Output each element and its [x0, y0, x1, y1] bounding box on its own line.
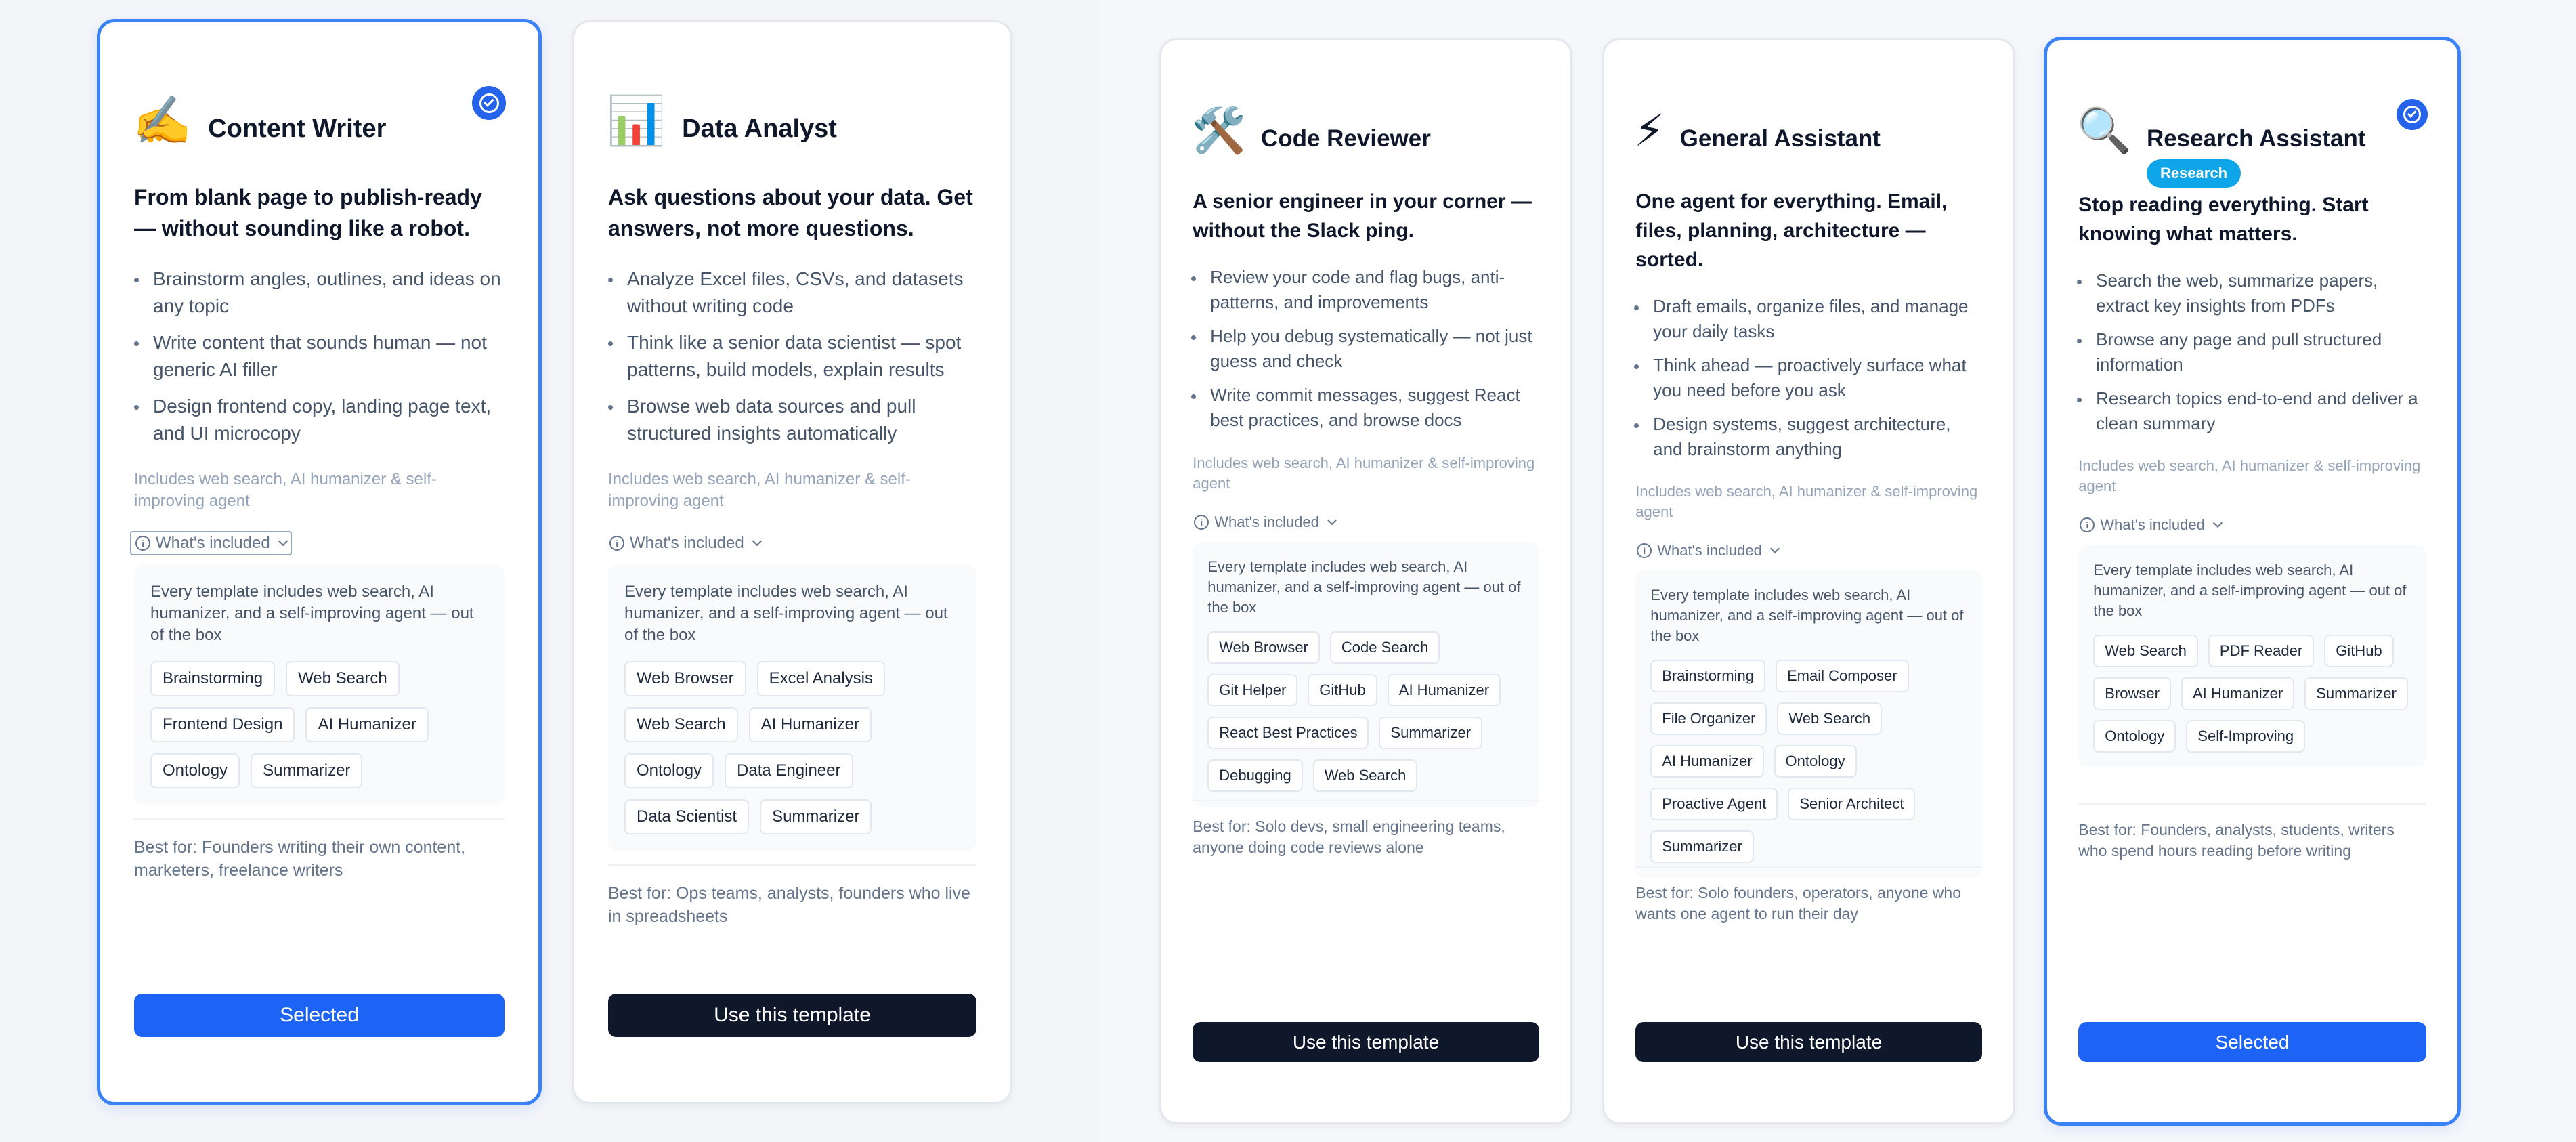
feature-item: Browse web data sources and pull structured insights automatically — [627, 393, 976, 447]
skill-chip: Browser — [2093, 677, 2171, 710]
skill-chip: Summarizer — [1650, 830, 1754, 863]
feature-item: Write commit messages, suggest React best practices, and browse docs — [1210, 383, 1539, 433]
feature-item: Analyze Excel files, CSVs, and datasets without writing code — [627, 266, 976, 320]
skill-chip: Summarizer — [1379, 717, 1482, 749]
use-template-button[interactable]: Use this template — [1193, 1022, 1539, 1062]
included-panel — [608, 565, 976, 851]
skill-chip: Ontology — [150, 753, 240, 788]
panel-description: Every template includes web search, AI humanizer, and a self-improving agent — out of the box — [624, 583, 948, 644]
skill-chip: Ontology — [624, 753, 714, 788]
feature-list — [1653, 294, 1982, 471]
card-headline: From blank page to publish-ready — without sounding like a robot. — [134, 185, 482, 240]
skill-chip: Brainstorming — [150, 661, 275, 696]
whats-included-label: What's included — [630, 534, 744, 552]
skill-chips — [624, 661, 960, 834]
skill-chip: GitHub — [1308, 674, 1377, 706]
section-divider — [1193, 800, 1539, 801]
whats-included-label: What's included — [1214, 513, 1319, 530]
skill-chip: Data Scientist — [624, 799, 749, 834]
card-title: Data Analyst — [682, 114, 837, 143]
template-card-content-writer[interactable] — [97, 19, 542, 1105]
card-title: General Assistant — [1679, 125, 1881, 152]
template-card-general-assistant[interactable] — [1602, 38, 2015, 1124]
feature-item: Draft emails, organize files, and manage your daily tasks — [1653, 294, 1982, 344]
whats-included-toggle[interactable] — [1631, 539, 1784, 562]
chevron-down-icon — [2213, 518, 2223, 528]
skill-chip: GitHub — [2324, 635, 2393, 667]
best-for-text: Best for: Founders writing their own content, marketers, freelance writers — [134, 838, 466, 880]
card-headline: A senior engineer in your corner — without the Slack ping. — [1193, 190, 1532, 242]
selected-check-icon — [2397, 99, 2428, 130]
includes-note: Includes web search, AI humanizer & self-improving agent — [2078, 457, 2421, 494]
whats-included-label: What's included — [1657, 542, 1762, 559]
feature-item: Design frontend copy, landing page text, and UI microcopy — [153, 393, 505, 447]
feature-item: Think ahead — proactively surface what you need before you ask — [1653, 353, 1982, 403]
skill-chip: AI Humanizer — [1388, 674, 1501, 706]
skill-chips — [1207, 631, 1524, 792]
skill-chip: Senior Architect — [1788, 788, 1915, 820]
feature-list — [627, 266, 976, 457]
included-panel — [1635, 570, 1982, 878]
skill-chip: Proactive Agent — [1650, 788, 1778, 820]
skill-chip: Summarizer — [251, 753, 362, 788]
magnifier-icon: 🔍 — [2077, 106, 2132, 156]
best-for-text: Best for: Ops teams, analysts, founders who live in spreadsheets — [608, 884, 970, 926]
whats-included-toggle[interactable] — [2074, 513, 2227, 536]
best-for-text: Best for: Solo devs, small engineering teams, anyone doing code reviews alone — [1193, 818, 1505, 856]
check-ring — [2403, 106, 2422, 124]
card-header — [1634, 106, 1881, 156]
feature-item: Help you debug systematically — not just guess and check — [1210, 324, 1539, 374]
feature-item: Review your code and flag bugs, anti-patterns, and improvements — [1210, 265, 1539, 315]
skill-chip: AI Humanizer — [1650, 745, 1763, 778]
lightning-icon: ⚡ — [1634, 106, 1665, 156]
selected-check-icon — [472, 86, 506, 120]
included-panel — [1193, 542, 1539, 807]
chevron-down-icon — [278, 536, 288, 546]
skill-chip: Web Search — [1777, 702, 1882, 735]
skill-chip: Web Search — [1313, 759, 1418, 792]
skill-chips — [150, 661, 488, 788]
title-group — [1261, 109, 1431, 152]
card-headline: Ask questions about your data. Get answers, not more questions. — [608, 185, 973, 240]
section-divider — [134, 818, 505, 820]
included-panel — [134, 565, 505, 805]
chevron-down-icon — [1770, 544, 1780, 553]
info-icon: i — [609, 536, 624, 551]
section-divider — [608, 864, 976, 866]
skill-chip: Web Search — [2093, 635, 2198, 667]
skill-chip: Summarizer — [760, 799, 872, 834]
title-group — [208, 97, 386, 144]
skill-chip: AI Humanizer — [2181, 677, 2294, 710]
check-ring — [479, 93, 499, 113]
includes-note: Includes web search, AI humanizer & self-improving agent — [1635, 483, 1978, 520]
best-for-text: Best for: Solo founders, operators, anyone who wants one agent to run their day — [1635, 884, 1961, 923]
chevron-down-icon — [1327, 515, 1337, 525]
skill-chip: React Best Practices — [1207, 717, 1369, 749]
category-badge: Research — [2147, 159, 2241, 188]
feature-item: Browse any page and pull structured information — [2096, 327, 2426, 377]
panel-description: Every template includes web search, AI humanizer, and a self-improving agent — out of the box — [150, 583, 474, 644]
card-header — [133, 93, 387, 148]
skill-chip: AI Humanizer — [749, 707, 872, 742]
bar-chart-icon: 📊 — [607, 93, 666, 148]
skill-chip: Self-Improving — [2186, 720, 2305, 753]
skill-chip: Brainstorming — [1650, 660, 1765, 692]
section-divider — [1635, 866, 1982, 868]
skill-chip: Web Search — [286, 661, 400, 696]
title-group — [2147, 109, 2366, 188]
feature-item: Brainstorm angles, outlines, and ideas on any topic — [153, 266, 505, 320]
whats-included-label: What's included — [156, 534, 270, 552]
skill-chip: Web Browser — [624, 661, 746, 696]
skill-chip: Web Search — [624, 707, 738, 742]
card-header — [2077, 106, 2366, 188]
info-icon: i — [2080, 517, 2095, 532]
whats-included-toggle[interactable] — [1188, 511, 1341, 534]
includes-note: Includes web search, AI humanizer & self-improving agent — [608, 470, 911, 510]
skill-chip: Ontology — [1774, 745, 1857, 778]
skill-chips — [2093, 635, 2411, 753]
whats-included-toggle[interactable] — [604, 531, 766, 555]
writing-hand-icon: ✍️ — [133, 93, 192, 148]
selected-button[interactable]: Selected — [134, 994, 505, 1037]
hammer-wrench-icon: 🛠️ — [1191, 106, 1246, 156]
skill-chips — [1650, 660, 1967, 863]
selected-button[interactable]: Selected — [2078, 1022, 2426, 1062]
feature-item: Write content that sounds human — not generic AI filler — [153, 329, 505, 383]
panel-description: Every template includes web search, AI humanizer, and a self-improving agent — out of the box — [2093, 562, 2407, 619]
skill-chip: Data Engineer — [725, 753, 853, 788]
card-header — [1191, 106, 1431, 156]
check-tick — [2407, 108, 2417, 118]
includes-note: Includes web search, AI humanizer & self-improving agent — [1193, 454, 1535, 492]
card-headline: One agent for everything. Email, files, planning, architecture — sorted. — [1635, 190, 1948, 271]
check-tick — [484, 96, 494, 106]
skill-chip: Frontend Design — [150, 707, 295, 742]
included-panel — [2078, 545, 2426, 767]
info-icon: i — [1637, 543, 1652, 558]
section-divider — [2078, 803, 2426, 805]
feature-list — [1210, 265, 1539, 442]
use-template-button[interactable]: Use this template — [608, 994, 976, 1037]
chevron-down-icon — [752, 536, 762, 546]
card-title: Code Reviewer — [1260, 125, 1431, 152]
skill-chip: Web Browser — [1207, 631, 1320, 664]
panel-description: Every template includes web search, AI humanizer, and a self-improving agent — out of the box — [1650, 587, 1964, 644]
title-group — [1680, 109, 1881, 152]
feature-item: Research topics end-to-end and deliver a clean summary — [2096, 386, 2426, 436]
title-group — [682, 97, 837, 144]
template-card-research-assistant[interactable] — [2044, 37, 2461, 1126]
template-card-data-analyst[interactable] — [572, 20, 1012, 1104]
best-for-text: Best for: Founders, analysts, students, writers who spend hours reading before writing — [2078, 821, 2395, 860]
skill-chip: Email Composer — [1776, 660, 1909, 692]
info-icon: i — [1194, 515, 1209, 530]
skill-chip: AI Humanizer — [305, 707, 428, 742]
skill-chip: Summarizer — [2304, 677, 2408, 710]
skill-chip: Git Helper — [1207, 674, 1297, 706]
feature-item: Think like a senior data scientist — spot patterns, build models, explain results — [627, 329, 976, 383]
skill-chip: File Organizer — [1650, 702, 1767, 735]
feature-item: Search the web, summarize papers, extract key insights from PDFs — [2096, 268, 2426, 318]
card-header — [607, 93, 837, 148]
skill-chip: Debugging — [1207, 759, 1302, 792]
skill-chip: PDF Reader — [2208, 635, 2314, 667]
skill-chip: Ontology — [2093, 720, 2176, 753]
template-card-code-reviewer[interactable] — [1159, 38, 1572, 1124]
skill-chip: Code Search — [1330, 631, 1440, 664]
whats-included-toggle[interactable] — [130, 531, 292, 555]
skill-chip: Excel Analysis — [757, 661, 885, 696]
info-icon: i — [135, 536, 150, 551]
feature-list — [153, 266, 505, 457]
whats-included-label: What's included — [2100, 516, 2205, 533]
feature-list — [2096, 268, 2426, 445]
card-headline: Stop reading everything. Start knowing what matters. — [2078, 194, 2369, 245]
panel-description: Every template includes web search, AI humanizer, and a self-improving agent — out of the box — [1207, 558, 1521, 616]
includes-note: Includes web search, AI humanizer & self-improving agent — [134, 470, 437, 510]
card-title: Research Assistant — [2146, 125, 2366, 152]
card-title: Content Writer — [208, 114, 387, 143]
feature-item: Design systems, suggest architecture, and brainstorm anything — [1653, 412, 1982, 462]
use-template-button[interactable]: Use this template — [1635, 1022, 1982, 1062]
